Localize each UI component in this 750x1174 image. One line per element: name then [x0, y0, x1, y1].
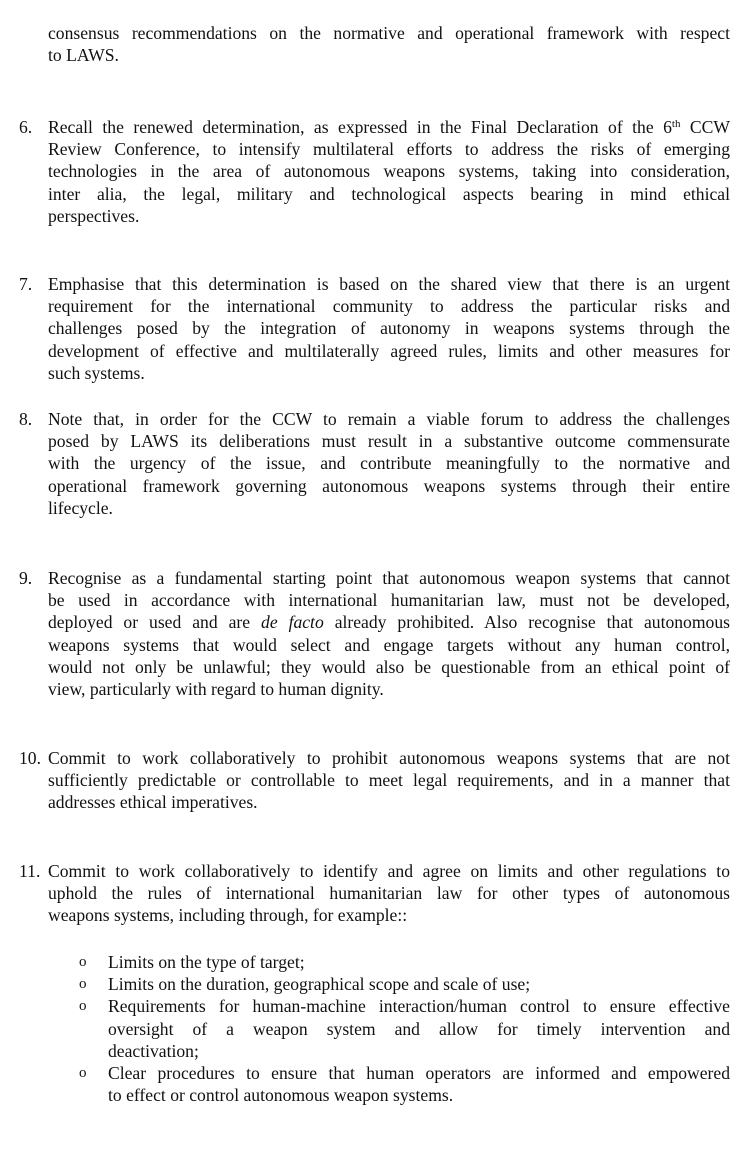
- italic-term: de facto: [261, 612, 324, 633]
- text-line: operational framework governing autonomous weapons systems through their entire: [48, 475, 730, 496]
- paragraph-number: 8.: [19, 409, 33, 429]
- paragraph-10: [19, 747, 730, 814]
- text-line: consensus recommendations on the normative and operational framework with respect: [48, 23, 730, 43]
- paragraph-number: 9.: [19, 568, 33, 588]
- text-line: posed by LAWS its deliberations must result in a substantive outcome commensurate: [48, 431, 730, 452]
- text-line: oversight of a weapon system and allow for timely intervention and: [108, 1018, 730, 1039]
- paragraph-number: 10.: [19, 748, 41, 768]
- text-line: to LAWS.: [48, 45, 119, 66]
- list-item: [79, 951, 730, 973]
- paragraph-intro-continuation: [48, 22, 730, 66]
- circle-bullet-icon: o: [79, 954, 87, 970]
- text-line: challenges posed by the integration of autonomy in weapons systems through the: [48, 318, 730, 339]
- list-item: [79, 973, 730, 995]
- paragraph-number: 6.: [19, 117, 33, 137]
- list-item: [79, 995, 730, 1062]
- text-line: requirement for the international community to address the particular risks and: [48, 296, 730, 317]
- paragraph-8: [19, 408, 730, 519]
- text-line: Clear procedures to ensure that human operators are informed and empowered: [108, 1063, 730, 1084]
- paragraph-6: [19, 116, 730, 227]
- text-line: Limits on the type of target;: [108, 952, 305, 972]
- text-line: be used in accordance with international humanitarian law, must not be developed,: [48, 590, 730, 611]
- text-line: view, particularly with regard to human dignity.: [48, 679, 384, 700]
- text-line: weapons systems, including through, for example::: [48, 905, 408, 926]
- text-line: to effect or control autonomous weapon systems.: [108, 1085, 454, 1106]
- list-item: [79, 1062, 730, 1106]
- paragraph-11: [19, 860, 730, 927]
- paragraph-number: 11.: [19, 861, 41, 881]
- text-line: Commit to work collaboratively to prohibit autonomous weapons systems that are not: [48, 748, 730, 768]
- text-line: Requirements for human-machine interaction/human control to ensure effective: [108, 996, 730, 1017]
- text-line: such systems.: [48, 362, 145, 383]
- text-line: Recall the renewed determination, as expressed in the Final Declaration of the 6th CCW: [48, 117, 730, 137]
- text-line: perspectives.: [48, 205, 140, 226]
- text-line: Limits on the duration, geographical scope and scale of use;: [108, 974, 531, 995]
- text-line: sufficiently predictable or controllable to meet legal requirements, and in a manner that: [48, 770, 730, 791]
- text-line: lifecycle.: [48, 497, 113, 518]
- paragraph-7: [19, 273, 730, 384]
- text-line: Note that, in order for the CCW to remain a viable forum to address the challenges: [48, 409, 730, 429]
- text-line: addresses ethical imperatives.: [48, 792, 258, 813]
- text-line: Recognise as a fundamental starting point that autonomous weapon systems that cannot: [48, 568, 730, 588]
- text-line: deployed or used and are de facto already prohibited. Also recognise that autonomous: [48, 612, 730, 633]
- text-line: inter alia, the legal, military and technological aspects bearing in mind ethical: [48, 183, 730, 204]
- text-line: Emphasise that this determination is based on the shared view that there is an urgent: [48, 274, 730, 294]
- text-line: would not only be unlawful; they would also be questionable from an ethical point of: [48, 656, 730, 677]
- text-line: with the urgency of the issue, and contribute meaningfully to the normative and: [48, 453, 730, 474]
- circle-bullet-icon: o: [79, 976, 87, 993]
- bullet-list: [79, 951, 730, 1106]
- text-line: Review Conference, to intensify multilateral efforts to address the risks of emerging: [48, 139, 730, 160]
- text-line: Commit to work collaboratively to identify and agree on limits and other regulations to: [48, 861, 730, 881]
- text-line: weapons systems that would select and engage targets without any human control,: [48, 634, 730, 655]
- text-line: technologies in the area of autonomous weapons systems, taking into consideration,: [48, 161, 730, 182]
- paragraph-number: 7.: [19, 274, 33, 294]
- superscript: th: [671, 118, 681, 130]
- circle-bullet-icon: o: [79, 998, 87, 1015]
- paragraph-9: [19, 567, 730, 700]
- text-line: uphold the rules of international humanitarian law for other types of autonomous: [48, 883, 730, 904]
- circle-bullet-icon: o: [79, 1065, 87, 1082]
- text-line: development of effective and multilaterally agreed rules, limits and other measures for: [48, 340, 730, 361]
- text-line: deactivation;: [108, 1040, 199, 1061]
